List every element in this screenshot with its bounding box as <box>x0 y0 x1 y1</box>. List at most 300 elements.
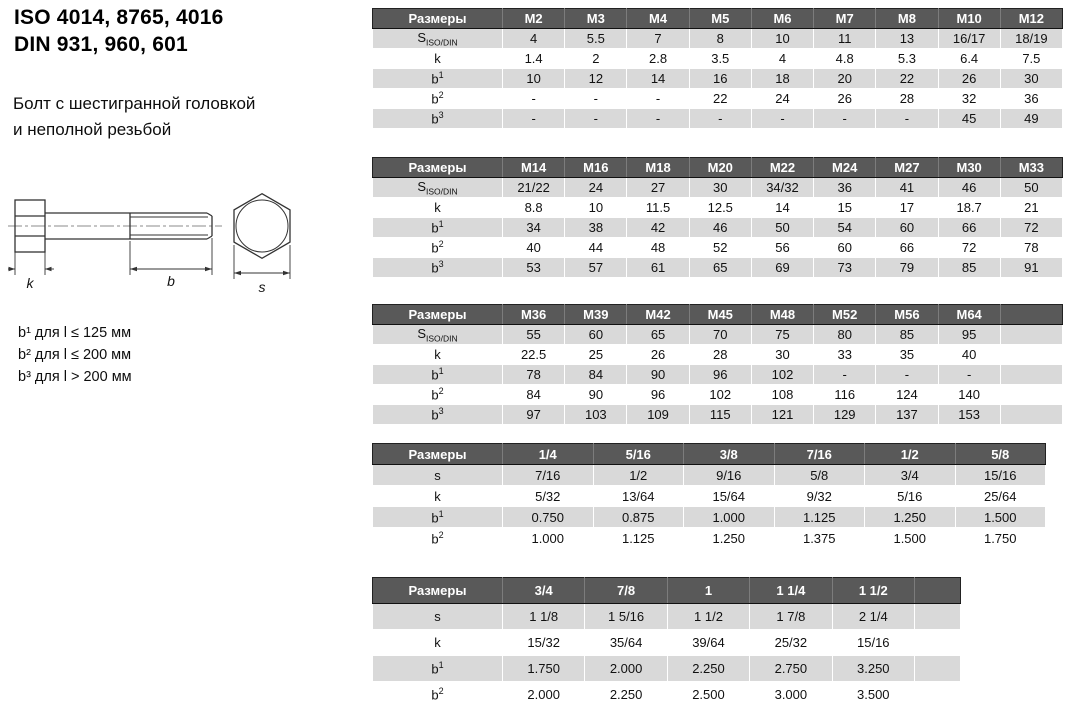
value-cell: 16/17 <box>938 29 1000 49</box>
value-cell: 35 <box>876 345 938 365</box>
value-cell: 16 <box>689 69 751 89</box>
value-cell: 17 <box>876 198 938 218</box>
value-cell: 84 <box>503 385 565 405</box>
value-cell: 50 <box>751 218 813 238</box>
value-cell: 30 <box>751 345 813 365</box>
size-column-header: M22 <box>751 158 813 178</box>
size-column-header: 1 1/2 <box>832 578 914 604</box>
value-cell: 18 <box>751 69 813 89</box>
value-cell: 2.250 <box>585 682 667 708</box>
value-cell: 54 <box>814 218 876 238</box>
value-cell: 8.8 <box>503 198 565 218</box>
value-cell: 85 <box>876 325 938 345</box>
value-cell: 137 <box>876 405 938 425</box>
value-cell: 12 <box>565 69 627 89</box>
row-label: $b^1$ <box>373 365 503 385</box>
value-cell: 2.500 <box>667 682 749 708</box>
value-cell: 21 <box>1000 198 1062 218</box>
note-b3: b³ для l > 200 мм <box>18 369 132 385</box>
value-cell: 1.000 <box>503 528 594 549</box>
row-label: $b^1$ <box>373 507 503 528</box>
spec-table <box>372 157 1063 278</box>
header-row <box>373 444 1046 465</box>
row-label: k <box>373 345 503 365</box>
value-cell: 5/32 <box>503 486 594 507</box>
size-column-header <box>1000 305 1062 325</box>
size-column-header: M20 <box>689 158 751 178</box>
value-cell: - <box>503 109 565 129</box>
spec-table <box>372 443 1046 549</box>
value-cell: 1.125 <box>774 507 865 528</box>
value-cell <box>1000 325 1062 345</box>
value-cell: 45 <box>938 109 1000 129</box>
value-cell: 52 <box>689 238 751 258</box>
row-label: $b^1$ <box>373 69 503 89</box>
value-cell: 25/32 <box>750 630 832 656</box>
value-cell: 9/16 <box>684 465 775 486</box>
value-cell: 38 <box>565 218 627 238</box>
size-column-header: 5/8 <box>955 444 1046 465</box>
value-cell: 10 <box>565 198 627 218</box>
header-row <box>373 305 1063 325</box>
value-cell: - <box>876 365 938 385</box>
value-cell: 14 <box>751 198 813 218</box>
value-cell: 1.750 <box>955 528 1046 549</box>
size-column-header: M45 <box>689 305 751 325</box>
title-din: DIN 931, 960, 601 <box>14 33 188 56</box>
value-cell: 1.4 <box>503 49 565 69</box>
size-column-header: M14 <box>503 158 565 178</box>
value-cell: 15/32 <box>503 630 585 656</box>
size-column-header: M27 <box>876 158 938 178</box>
size-column-header: M30 <box>938 158 1000 178</box>
spec-table <box>372 577 961 708</box>
note-b2: b² для l ≤ 200 мм <box>18 347 132 363</box>
size-column-header: M64 <box>938 305 1000 325</box>
value-cell: 49 <box>1000 109 1062 129</box>
value-cell <box>1000 345 1062 365</box>
value-cell: 96 <box>689 365 751 385</box>
value-cell: 35/64 <box>585 630 667 656</box>
dimension-arrows <box>9 267 291 275</box>
value-cell: 60 <box>565 325 627 345</box>
table-row <box>373 604 961 630</box>
row-label: $b^3$ <box>373 258 503 278</box>
value-cell: - <box>876 109 938 129</box>
size-column-header: M5 <box>689 9 751 29</box>
value-cell: 25 <box>565 345 627 365</box>
value-cell: 6.4 <box>938 49 1000 69</box>
value-cell: 90 <box>565 385 627 405</box>
table-row <box>373 385 1063 405</box>
size-column-header: M2 <box>503 9 565 29</box>
row-label: $b^1$ <box>373 656 503 682</box>
value-cell: 30 <box>689 178 751 198</box>
value-cell: - <box>627 109 689 129</box>
value-cell: - <box>565 89 627 109</box>
value-cell: - <box>751 109 813 129</box>
size-column-header: M42 <box>627 305 689 325</box>
row-label: $b^1$ <box>373 218 503 238</box>
value-cell: 95 <box>938 325 1000 345</box>
value-cell: 2.8 <box>627 49 689 69</box>
value-cell: 10 <box>751 29 813 49</box>
value-cell: 116 <box>814 385 876 405</box>
value-cell <box>1000 385 1062 405</box>
size-column-header: 1 1/4 <box>750 578 832 604</box>
table-row <box>373 465 1046 486</box>
size-column-header <box>915 578 961 604</box>
table-row <box>373 238 1063 258</box>
size-column-header: M8 <box>876 9 938 29</box>
value-cell: 4 <box>503 29 565 49</box>
value-cell: - <box>814 109 876 129</box>
value-cell: 21/22 <box>503 178 565 198</box>
value-cell: 3.000 <box>750 682 832 708</box>
value-cell: 2.000 <box>503 682 585 708</box>
value-cell: 60 <box>876 218 938 238</box>
value-cell <box>915 604 961 630</box>
value-cell: 32 <box>938 89 1000 109</box>
table-metric-m36-m64 <box>372 304 1063 425</box>
value-cell: 70 <box>689 325 751 345</box>
value-cell: 4.8 <box>814 49 876 69</box>
value-cell: 79 <box>876 258 938 278</box>
value-cell: - <box>814 365 876 385</box>
size-column-header: M12 <box>1000 9 1062 29</box>
value-cell: 90 <box>627 365 689 385</box>
table-row <box>373 258 1063 278</box>
row-label: s <box>373 465 503 486</box>
value-cell: 22.5 <box>503 345 565 365</box>
table-row <box>373 365 1063 385</box>
value-cell: 34 <box>503 218 565 238</box>
row-label: $S_{ISO/DIN}$ <box>373 178 503 198</box>
value-cell: 7 <box>627 29 689 49</box>
value-cell: 1.000 <box>684 507 775 528</box>
row-label: $b^2$ <box>373 89 503 109</box>
value-cell: 1.250 <box>865 507 956 528</box>
value-cell: 103 <box>565 405 627 425</box>
row-label: $b^2$ <box>373 385 503 405</box>
size-column-header: M7 <box>814 9 876 29</box>
value-cell: 22 <box>876 69 938 89</box>
table-row <box>373 656 961 682</box>
value-cell: 57 <box>565 258 627 278</box>
title-iso: ISO 4014, 8765, 4016 <box>14 6 224 29</box>
value-cell: 153 <box>938 405 1000 425</box>
table-row <box>373 682 961 708</box>
value-cell: 26 <box>814 89 876 109</box>
table-row <box>373 507 1046 528</box>
value-cell: 9/32 <box>774 486 865 507</box>
value-cell: 3.5 <box>689 49 751 69</box>
subtitle-line-2: и неполной резьбой <box>13 120 172 139</box>
value-cell: 3/4 <box>865 465 956 486</box>
value-cell: 66 <box>938 218 1000 238</box>
value-cell: 42 <box>627 218 689 238</box>
size-column-header: M33 <box>1000 158 1062 178</box>
size-column-header: M4 <box>627 9 689 29</box>
value-cell: 4 <box>751 49 813 69</box>
table-metric-m2-m12 <box>372 8 1063 129</box>
value-cell: 36 <box>1000 89 1062 109</box>
value-cell: 20 <box>814 69 876 89</box>
value-cell: 15/16 <box>955 465 1046 486</box>
value-cell: 13/64 <box>593 486 684 507</box>
value-cell: 1.500 <box>865 528 956 549</box>
value-cell: 66 <box>876 238 938 258</box>
value-cell: 34/32 <box>751 178 813 198</box>
value-cell: 3.250 <box>832 656 914 682</box>
value-cell: 40 <box>938 345 1000 365</box>
value-cell: 53 <box>503 258 565 278</box>
table-row <box>373 405 1063 425</box>
size-column-header: M24 <box>814 158 876 178</box>
value-cell: 28 <box>689 345 751 365</box>
row-label: $b^2$ <box>373 682 503 708</box>
table-row <box>373 49 1063 69</box>
value-cell: 84 <box>565 365 627 385</box>
table-row <box>373 486 1046 507</box>
value-cell: 39/64 <box>667 630 749 656</box>
value-cell: - <box>689 109 751 129</box>
value-cell: 1 1/8 <box>503 604 585 630</box>
dimension-lines <box>8 238 290 279</box>
dim-label-s: s <box>258 279 266 295</box>
value-cell: 1.375 <box>774 528 865 549</box>
value-cell: 22 <box>689 89 751 109</box>
value-cell: 24 <box>751 89 813 109</box>
row-label: $b^2$ <box>373 528 503 549</box>
dim-label-b: b <box>167 273 175 289</box>
value-cell: 115 <box>689 405 751 425</box>
value-cell: 102 <box>689 385 751 405</box>
sizes-corner-header: Размеры <box>373 305 503 325</box>
table-row <box>373 109 1063 129</box>
value-cell: 1.125 <box>593 528 684 549</box>
value-cell: 140 <box>938 385 1000 405</box>
value-cell: 15/16 <box>832 630 914 656</box>
spec-table <box>372 304 1063 425</box>
value-cell: 55 <box>503 325 565 345</box>
value-cell: 28 <box>876 89 938 109</box>
spec-table <box>372 8 1063 129</box>
value-cell: 12.5 <box>689 198 751 218</box>
table-row <box>373 345 1063 365</box>
value-cell: 46 <box>938 178 1000 198</box>
value-cell: 5.3 <box>876 49 938 69</box>
size-column-header: M10 <box>938 9 1000 29</box>
row-label: k <box>373 198 503 218</box>
value-cell: 18.7 <box>938 198 1000 218</box>
size-column-header: 5/16 <box>593 444 684 465</box>
value-cell: 1 1/2 <box>667 604 749 630</box>
note-b1: b¹ для l ≤ 125 мм <box>18 325 132 341</box>
value-cell: 91 <box>1000 258 1062 278</box>
value-cell: 65 <box>627 325 689 345</box>
value-cell: 13 <box>876 29 938 49</box>
value-cell: 25/64 <box>955 486 1046 507</box>
table-row <box>373 198 1063 218</box>
value-cell: 1 5/16 <box>585 604 667 630</box>
value-cell: 0.750 <box>503 507 594 528</box>
size-column-header: 1/4 <box>503 444 594 465</box>
value-cell: 11 <box>814 29 876 49</box>
value-cell: 1.750 <box>503 656 585 682</box>
value-cell: 33 <box>814 345 876 365</box>
value-cell: 2 <box>565 49 627 69</box>
table-inch-small <box>372 443 1046 549</box>
value-cell: 5.5 <box>565 29 627 49</box>
value-cell: 85 <box>938 258 1000 278</box>
value-cell: 8 <box>689 29 751 49</box>
value-cell: 36 <box>814 178 876 198</box>
size-column-header: 1 <box>667 578 749 604</box>
value-cell: 18/19 <box>1000 29 1062 49</box>
bolt-drawing <box>8 190 338 302</box>
bolt-end-view <box>234 194 290 259</box>
value-cell: 1 7/8 <box>750 604 832 630</box>
value-cell: 1/2 <box>593 465 684 486</box>
row-label: k <box>373 49 503 69</box>
value-cell: 72 <box>938 238 1000 258</box>
value-cell: 73 <box>814 258 876 278</box>
value-cell: 41 <box>876 178 938 198</box>
table-row <box>373 218 1063 238</box>
value-cell: 108 <box>751 385 813 405</box>
table-row <box>373 29 1063 49</box>
table-row <box>373 325 1063 345</box>
value-cell: 56 <box>751 238 813 258</box>
value-cell: 69 <box>751 258 813 278</box>
value-cell <box>915 630 961 656</box>
value-cell: 2.000 <box>585 656 667 682</box>
notes-block <box>18 322 132 388</box>
value-cell: 7.5 <box>1000 49 1062 69</box>
size-column-header: M36 <box>503 305 565 325</box>
value-cell: 78 <box>503 365 565 385</box>
row-label: $b^3$ <box>373 109 503 129</box>
value-cell: 7/16 <box>503 465 594 486</box>
subtitle-line-1: Болт с шестигранной головкой <box>13 94 256 113</box>
value-cell: 2.250 <box>667 656 749 682</box>
value-cell: 75 <box>751 325 813 345</box>
value-cell: 97 <box>503 405 565 425</box>
table-row <box>373 89 1063 109</box>
size-column-header: 7/16 <box>774 444 865 465</box>
table-row <box>373 178 1063 198</box>
value-cell: - <box>938 365 1000 385</box>
value-cell: 0.875 <box>593 507 684 528</box>
value-cell: 65 <box>689 258 751 278</box>
value-cell: 72 <box>1000 218 1062 238</box>
value-cell: 27 <box>627 178 689 198</box>
size-column-header: M6 <box>751 9 813 29</box>
table-row <box>373 528 1046 549</box>
size-column-header: 3/4 <box>503 578 585 604</box>
value-cell: 3.500 <box>832 682 914 708</box>
dim-label-k: k <box>26 275 34 291</box>
value-cell: - <box>627 89 689 109</box>
value-cell: 24 <box>565 178 627 198</box>
value-cell: 5/8 <box>774 465 865 486</box>
value-cell: 78 <box>1000 238 1062 258</box>
value-cell: 60 <box>814 238 876 258</box>
size-column-header: M39 <box>565 305 627 325</box>
value-cell: 46 <box>689 218 751 238</box>
size-column-header: M3 <box>565 9 627 29</box>
size-column-header: M16 <box>565 158 627 178</box>
table-row <box>373 630 961 656</box>
sizes-corner-header: Размеры <box>373 9 503 29</box>
row-label: $S_{ISO/DIN}$ <box>373 29 503 49</box>
value-cell: 121 <box>751 405 813 425</box>
value-cell: 50 <box>1000 178 1062 198</box>
row-label: $S_{ISO/DIN}$ <box>373 325 503 345</box>
size-column-header: M18 <box>627 158 689 178</box>
table-inch-large <box>372 577 961 708</box>
sizes-corner-header: Размеры <box>373 444 503 465</box>
value-cell: 15/64 <box>684 486 775 507</box>
value-cell: 30 <box>1000 69 1062 89</box>
size-column-header: M56 <box>876 305 938 325</box>
value-cell: 80 <box>814 325 876 345</box>
size-column-header: 1/2 <box>865 444 956 465</box>
value-cell <box>915 682 961 708</box>
value-cell: 15 <box>814 198 876 218</box>
size-column-header: M48 <box>751 305 813 325</box>
value-cell <box>915 656 961 682</box>
row-label: k <box>373 486 503 507</box>
sizes-corner-header: Размеры <box>373 158 503 178</box>
value-cell: 26 <box>627 345 689 365</box>
value-cell: 40 <box>503 238 565 258</box>
size-column-header: 3/8 <box>684 444 775 465</box>
value-cell: 1.500 <box>955 507 1046 528</box>
value-cell: 11.5 <box>627 198 689 218</box>
value-cell: 102 <box>751 365 813 385</box>
header-row <box>373 578 961 604</box>
value-cell <box>1000 365 1062 385</box>
row-label: k <box>373 630 503 656</box>
value-cell: 1.250 <box>684 528 775 549</box>
table-metric-m14-m33 <box>372 157 1063 278</box>
value-cell: 14 <box>627 69 689 89</box>
value-cell: 2 1/4 <box>832 604 914 630</box>
value-cell: 26 <box>938 69 1000 89</box>
row-label: s <box>373 604 503 630</box>
value-cell: 48 <box>627 238 689 258</box>
row-label: $b^3$ <box>373 405 503 425</box>
value-cell: 109 <box>627 405 689 425</box>
value-cell <box>1000 405 1062 425</box>
table-row <box>373 69 1063 89</box>
size-column-header: 7/8 <box>585 578 667 604</box>
header-row <box>373 158 1063 178</box>
header-row <box>373 9 1063 29</box>
value-cell: 44 <box>565 238 627 258</box>
sizes-corner-header: Размеры <box>373 578 503 604</box>
value-cell: 2.750 <box>750 656 832 682</box>
size-column-header: M52 <box>814 305 876 325</box>
value-cell: 96 <box>627 385 689 405</box>
value-cell: 61 <box>627 258 689 278</box>
value-cell: 124 <box>876 385 938 405</box>
value-cell: 5/16 <box>865 486 956 507</box>
value-cell: 10 <box>503 69 565 89</box>
value-cell: 129 <box>814 405 876 425</box>
